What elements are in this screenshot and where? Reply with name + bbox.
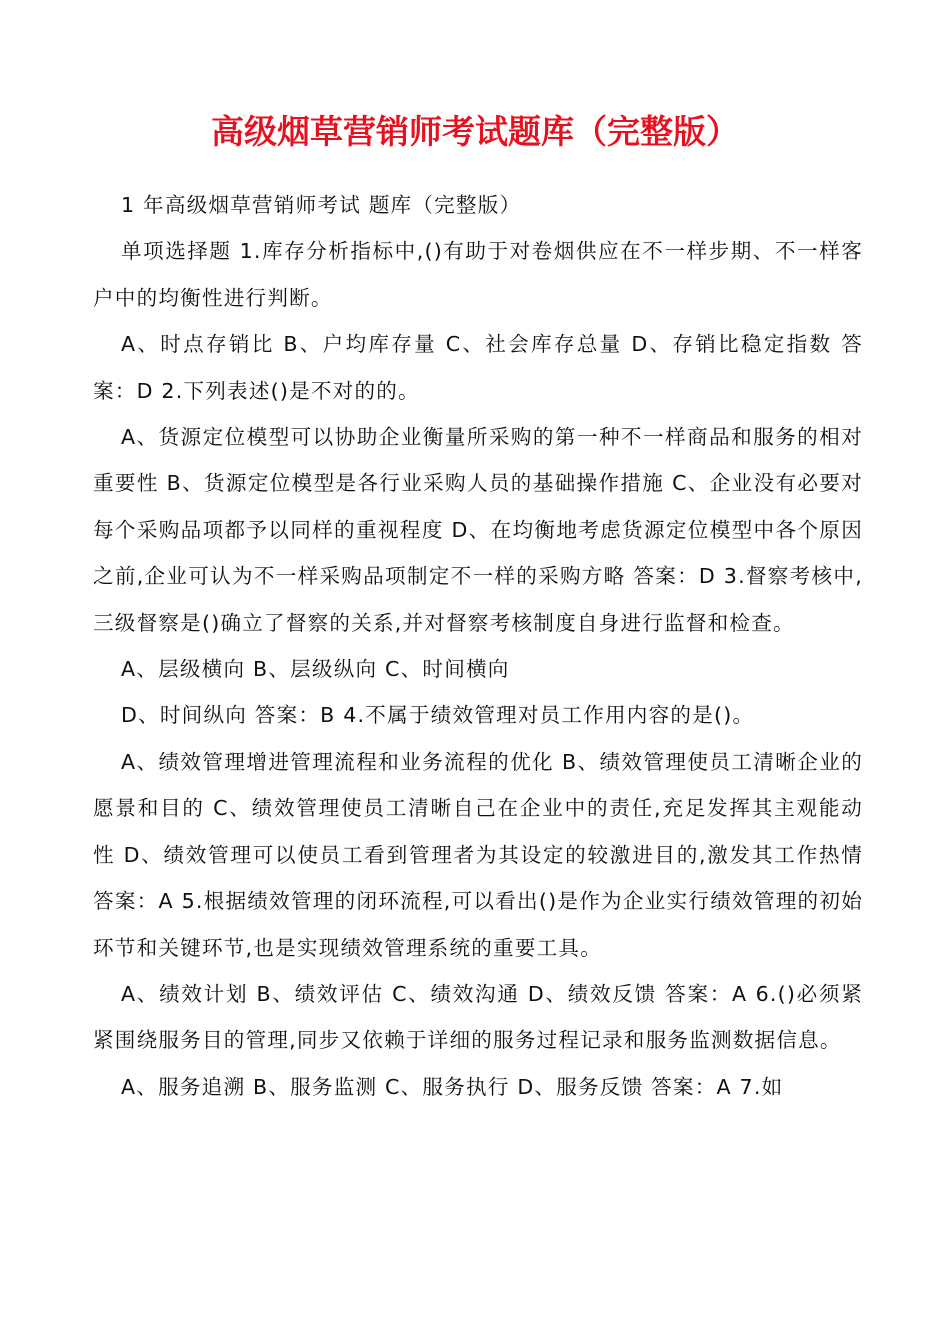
paragraph-options-3b: D、时间纵向 答案：B 4.不属于绩效管理对员工作用内容的是()。	[121, 703, 755, 728]
paragraph-options-6: A、服务追溯 B、服务监测 C、服务执行 D、服务反馈 答案：A 7.如	[121, 1074, 784, 1099]
paragraph-question-1: 单项选择题 1.库存分析指标中,()有助于对卷烟供应在不一样步期、不一样客户中的均衡性进行判断。	[93, 239, 863, 310]
paragraph-heading: 1 年高级烟草营销师考试 题库（完整版）	[121, 193, 522, 217]
paragraph-options-5: A、绩效计划 B、绩效评估 C、绩效沟通 D、绩效反馈 答案：A 6.()必须紧紧围绕服务目的管理,同步又依赖于详细的服务过程记录和服务监测数据信息。	[93, 981, 863, 1053]
paragraph-options-4: A、绩效管理增进管理流程和业务流程的优化 B、绩效管理使员工清晰企业的愿景和目的 C、绩效管理使员工清晰自己在企业中的责任,充足发挥其主观能动性 D、绩效管理可以使员工看到管理者为其设定的较激进目的,激发其工作热情 答案：A 5.根据绩效管理的闭环流程,可以看出()是作为企业实行绩效管理的初始环节和关键环节,也是实现绩效管理系统的重要工具。	[93, 749, 863, 960]
paragraph-options-1: A、时点存销比 B、户均库存量 C、社会库存总量 D、存销比稳定指数 答案：D 2.下列表述()是不对的的。	[93, 332, 863, 403]
paragraph-options-3a: A、层级横向 B、层级纵向 C、时间横向	[121, 657, 510, 682]
page-title: 高级烟草营销师考试题库（完整版）	[211, 112, 739, 151]
document-body	[93, 182, 863, 1110]
paragraph-options-2: A、货源定位模型可以协助企业衡量所采购的第一种不一样商品和服务的相对重要性 B、货源定位模型是各行业采购人员的基础操作措施 C、企业没有必要对每个采购品项都予以同样的重视程度 D、在均衡地考虑货源定位模型中各个原因之前,企业可认为不一样采购品项制定不一样的采购方略 答案：D 3.督察考核中,三级督察是()确立了督察的关系,并对督察考核制度自身进行监督和检查。	[93, 425, 863, 635]
